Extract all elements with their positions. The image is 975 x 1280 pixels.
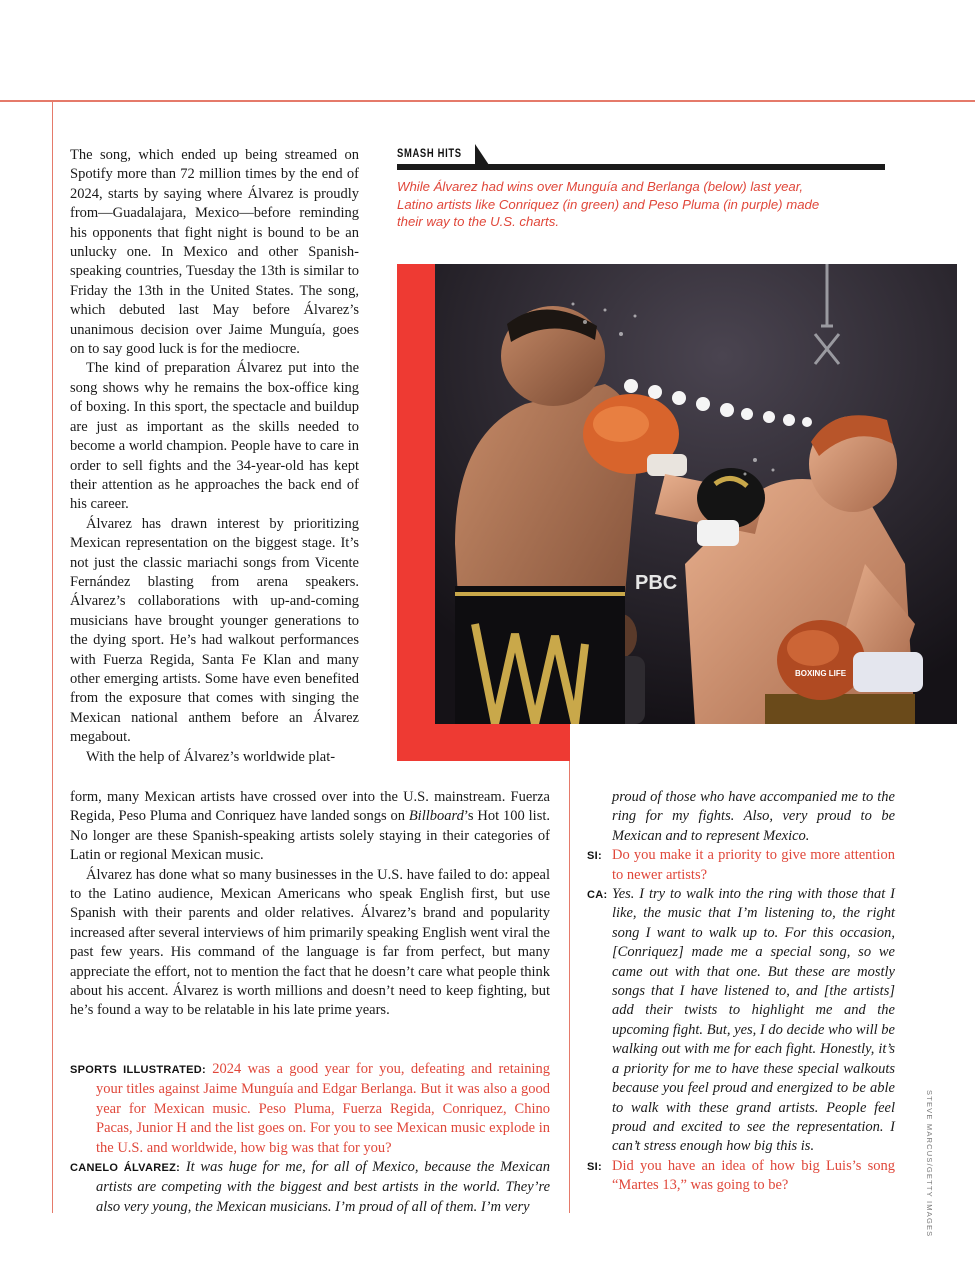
interview-question: [587, 846, 895, 885]
photo-caption: While Álvarez had wins over Munguía and Berlanga (below) last year, Latino artists like Conriquez (in green) and Peso Pluma (in purple) made their way to the U.S. charts.: [397, 179, 820, 229]
interview-answer-continued: [587, 788, 895, 846]
sidebar-bar: [397, 164, 885, 170]
column-rule: [569, 760, 570, 1213]
speaker-label: SPORTS ILLUSTRATED:: [70, 1064, 206, 1076]
boxing-photo: [435, 264, 957, 724]
speaker-label: CA:: [587, 889, 608, 902]
article-left-column: [70, 146, 359, 767]
sidebar-header: [397, 142, 885, 178]
question-text: Do you make it a priority to give more attention to newer artists?: [612, 847, 895, 883]
paragraph: form, many Mexican artists have crossed over into the U.S. mainstream. Fuerza Regida, Peso Pluma and Conriquez have landed songs on Billboard’s Hot 100 list. No longer are these Spanish-speaking artists solely staying in their categories of Latin or regional Mexican music.: [70, 789, 550, 864]
left-rule: [52, 101, 53, 1213]
glove-text: BOXING LIFE: [795, 669, 847, 678]
question-text: 2024 was a good year for you, defeating and retaining your titles against Jaime Munguía and Edgar Berlanga. But it was also a good year for Mexican music. Peso Pluma, Fuerza Regida, Conriquez, Chino Pacas, Junior H and the list goes on. For you to see Mexican music explode in the U.S. and worldwide, how big was that for you?: [96, 1061, 550, 1156]
paragraph: With the help of Álvarez’s worldwide plat-: [86, 748, 336, 765]
top-rule: [0, 100, 975, 102]
interview-question: [70, 1060, 550, 1158]
photo-credit: [922, 1090, 936, 1238]
interview-left: [70, 1060, 550, 1217]
speaker-label: SI:: [587, 1160, 602, 1173]
interview-question: [587, 1157, 895, 1196]
interview-answer: [587, 885, 895, 1157]
paragraph: The song, which ended up being streamed on Spotify more than 72 million times by the end of 2024, starts by saying where Álvarez is proudly from—Guadalajara, Mexico—before reminding his opponents that fight night is bound to be an unlucky one. In Mexico and other Spanish-speaking countries, Tuesday the 13th is similar to Friday the 13th in the United States. The song, which debuted last May before Álvarez’s unanimous decision over Jaime Munguía, goes on to say good luck is for the mediocre.: [70, 147, 359, 358]
boxing-photo-illustration: [435, 264, 957, 724]
speaker-label: CANELO ÁLVAREZ:: [70, 1162, 181, 1175]
interview-answer: [70, 1158, 550, 1217]
ring-sign-pbc: PBC: [635, 572, 678, 594]
answer-text: It was huge for me, for all of Mexico, because the Mexican artists are competing with the biggest and best artists in the world. They’re also very young, the Mexican musicians. I’m proud of all of them. I’m very: [96, 1159, 550, 1215]
photo-credit-text: STEVE MARCUS/GETTY IMAGES: [925, 1090, 934, 1238]
article-wide-column: [70, 788, 550, 1021]
sidebar-label: SMASH HITS: [397, 148, 462, 160]
interview-right: [587, 788, 895, 1196]
paragraph: The kind of preparation Álvarez put into the song shows why he remains the box-office king of boxing. In this sport, the spectacle and buildup are just as important as the skills needed to become a world champion. People have to care in order to sell fights and the 34-year-old has kept their attention as he approaches the back end of his career.: [70, 360, 359, 513]
answer-text: proud of those who have accompanied me to the ring for my fights. Also, very proud to be Mexican and to represent Mexico.: [612, 789, 895, 844]
speaker-label: SI:: [587, 850, 602, 863]
publication-name: Billboard: [408, 808, 464, 825]
paragraph: Álvarez has drawn interest by prioritizing Mexican representation on the biggest stage. It’s not just the classic mariachi songs from Vicente Fernández blasting from arena speakers. Álvarez’s collaborations with up-and-coming musicians have brought younger generations to the dying sport. He’s had walkout performances with Fuerza Regida, Santa Fe Klan and many other emerging artists. Some have even benefited from the exposure that comes with singing the Mexican national anthem before an Álvarez megabout.: [70, 515, 359, 746]
question-text: Did you have an idea of how big Luis’s song “Martes 13,” was going to be?: [612, 1157, 895, 1194]
answer-text: Yes. I try to walk into the ring with those that I like, the music that I’m listening to, the right song I want to walk up to. For this occasion, [Conriquez] made me a special song, so we came out with that one. But these are mostly songs that I have listened to, and [the artists] add their twists to highlight me and the upcoming fight. But, yes, I do decide who will be walking out with me for each fight. Honestly, it’s a priority for me to have these special walkouts because you feel proud and energized to be able to walk with these grand artists. People feel proud and excited to see the representation. I can’t stress enough how big this is.: [612, 886, 895, 1155]
paragraph: Álvarez has done what so many businesses in the U.S. have failed to do: appeal to the Latino audience, Mexican Americans who speak English first, but use Spanish with their parents and older relatives. Álvarez’s brand and popularity increased after several interviews of him primarily speaking English went viral the past few years. His command of the language is far from perfect, but many appreciate the effort, not to mention the fact that he doesn’t care what people think about his accent. Álvarez is worth millions and doesn’t need to keep fighting, but he’s found a way to be relatable in his late prime years.: [70, 866, 550, 1019]
